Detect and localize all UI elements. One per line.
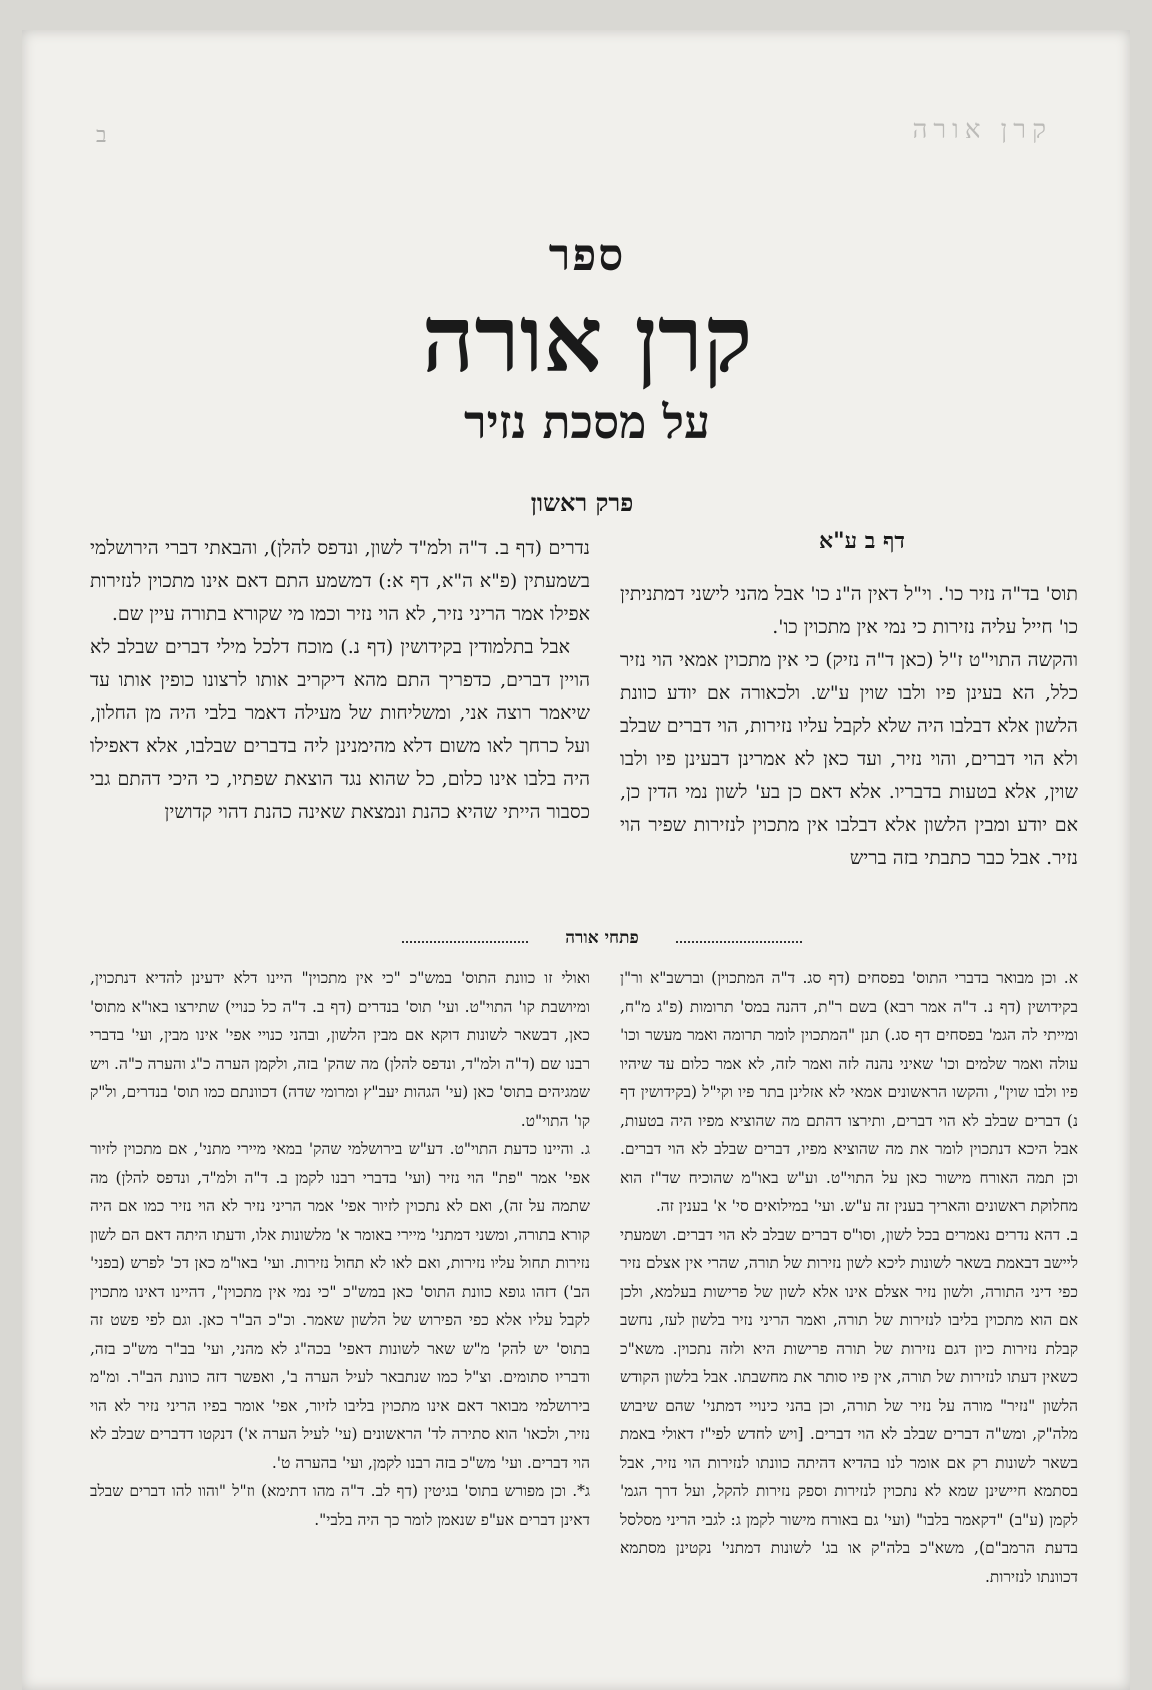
note-paragraph: ג*. וכן מפורש בתוס' בגיטין (דף לב. ד"ה מהו דתימא) וז"ל "והוו להו דברים שבלב דאינן דברים אע"פ שנאמן לומר כך היה בלבי". <box>90 1482 590 1529</box>
title-block <box>352 230 822 449</box>
divider-line-right <box>676 941 802 943</box>
chapter-heading: פרק ראשון <box>530 488 634 517</box>
main-right-paragraph: והקשה התוי"ט ז"ל (כאן ד"ה נזיק) כי אין מתכוין אמאי הוי נזיר כלל, הא בעינן פיו ולבו שוין ע"ש. ולכאורה אם יודע כוונת הלשון אלא דבלבו היה שלא לקבל עליו נזירות, הוי דברים שבלב ולא הוי דברים, והוי נזיר, ועד כאן לא אמרינן דבעינן פיו ולבו שוין, אלא בטעות בדבריו. אלא דאם כן בע' לשון נמי הדין כן, אם יודע ומבין הלשון אלא דבלבו אין מתכוין לנזירות שפיר הוי נזיר. אבל כבר כתבתי בזה בריש <box>620 649 1078 869</box>
title-sefer: ספר <box>548 230 626 281</box>
daf-heading: דף ב ע"א <box>819 528 905 554</box>
notes-section-title: פתחי אורה <box>532 928 672 948</box>
note-paragraph: ג. והיינו כדעת התוי"ט. דע"ש בירושלמי שהק' במאי מיירי מתני', אם מתכוין לזיור אפי' אמר "פת" הוי נזיר (ועי' בדברי רבנו לקמן ב. ד"ה ולמ"ד, ונדפס להלן) מה שתמה על זה), ואם לא נתכוין לזיור אפי' אמר הריני נזיר לא הוי נזיר כמו אם היה קורא בתורה, ומשני דמתני' מיירי באומר א' מלשונות אלו, ודעתו היתה דאם הם לשון נזירות תחול עליו נזירות, ואם לאו לא תחול נזירות. ועי' באו"מ כאן דכ' לפרש (בפני' הב') דזהו גופא כוונת התוס' כאן במש"כ "כי נמי אין מתכוין", דהיינו דאינו מתכוין לקבל עליו אלא כפי הפירוש של הלשון שאמר. וכ"כ הב"ר כאן. וגם לפי פשט זה בתוס' יש להק' מ"ש שאר לשונות דאפי' בכה"ג לא מהני, ועי' בב"ר מש"כ בזה, ודבריו סתומים. וצ"ל כמו שנתבאר לעיל הערה ב', ואפשר דזה כוונת הב"ר. ומ"מ בירושלמי מבואר דאם אינו מתכוין בליבו לזיור, אפי' אומר בפיו הריני נזיר לא הוי נזיר, ולכאו' הוא סתירה לד' הראשונים (עי' לעיל הערה א') דנקטו דדברים שבלב לא הוי דברים. ועי' מש"כ בזה רבנו לקמן, ועי' בהערה ט'. <box>90 1140 590 1472</box>
notes-left-column <box>90 964 590 1534</box>
book-title: קרן אורה <box>421 285 753 393</box>
running-header-bleed: קרן אורה <box>912 115 1052 145</box>
note-paragraph: א. וכן מבואר בדברי התוס' בפסחים (דף סג. ד"ה המתכוין) וברשב"א ור"ן בקידושין (דף נ. ד"ה אמר רבא) בשם ר"ת, דהנה במס' תרומות (פ"ג מ"ח, ומייתי לה הגמ' בפסחים דף סג.) תנן "המתכוין לומר תרומה ואמר מעשר וכו' עולה ואמר שלמים וכו' שאיני נהנה לזה ואמר לזה, לא אמר כלום עד שיהיו פיו ולבו שוין", והקשו הראשונים אמאי לא אזלינן בתר פיו וקי"ל (בקידושין דף נ) דברים שבלב לא הוי דברים, ותירצו דהתם מה שהוציא מפיו היה בטעות, אבל היכא דנתכוין לומר את מה שהוציא מפיו, דברים שבלב לא הוי דברים. וכן תמה האורח מישור כאן על התוי"ט. וע"ש באו"מ שהוכיח שד"ז הוא מחלוקת ראשונים והאריך בענין זה ע"ש. ועי' במילואים סי' א' בענין זה. <box>620 969 1078 1215</box>
main-right-paragraph: תוס' בד"ה נזיר כו'. וי"ל דאין ה"נ כו' אבל מהני לישני דמתניתין כו' חייל עליה נזירות כי נמי אין מתכוין כו'. <box>620 583 1078 638</box>
page-number-bleed: ב <box>96 123 107 148</box>
main-text-left-column <box>90 532 590 829</box>
note-paragraph: ב. דהא נדרים נאמרים בכל לשון, וסו"ס דברים שבלב לא הוי דברים. ושמעתי ליישב דבאמת בשאר לשונות ליכא לשון נזירות של תורה, שהרי אין אצלם נזיר כפי דיני התורה, ולשון נזיר אצלם אינו אלא לשון של פרישות בעלמא, ולכן אם הוא מתכוין בליבו לנזירות של תורה, ואמר הריני נזיר בלשון לעז, נחשב קבלת נזירות כיון דגם נזירות של תורה פרישות היא ולזה נתכוין. משא"כ כשאין דעתו לנזירות של תורה, אין פיו סותר את מחשבתו. אבל בלשון הקודש הלשון "נזיר" מורה על נזיר של תורה, וכן בהני כינויי דמתני' שהם שיבוש מלה"ק, ומש"ה דברים שבלב לא הוי דברים. [ויש לחדש לפי"ז דאולי באמת בשאר לשונות רק אם אומר לנו בהדיא דהיתה כוונתו לנזירות הוי נזיר, אבל בסתמא חיישינן שמא לא נתכוין לנזירות וספק נזירות להקל, ועל דרך הגמ' לקמן (ע"ב) "דקאמר בלבו" (ועי' גם באורח מישור לקמן ג: לגבי הריני מסלסל בדעת הרמב"ם), משא"כ בלה"ק או בג' לשונות דמתני' נקטינן מסתמא דכוונתו לנזירות. <box>620 1225 1078 1586</box>
main-left-paragraph: אבל בתלמודין בקידושין (דף נ.) מוכח דלכל מילי דברים שבלב לא הויין דברים, כדפריך התם מהא דיקריב אותו לרצונו כופין אותו עד שיאמר רוצה אני, ומשליחות של מעילה דאמר בלבי היה מן החלון, ועל כרחך לאו משום דלא מהימנינן ליה בדברים שבלבו, אלא דאפילו היה בלבו אינו כלום, כל שהוא נגד הוצאת שפתיו, כי היכי דהתם גבי כסבור הייתי שהיא כהנת ונמצאת שאינה כהנת דהוי קדושין <box>90 636 590 823</box>
notes-right-column <box>620 964 1078 1591</box>
main-left-paragraph: נדרים (דף ב. ד"ה ולמ"ד לשון, ונדפס להלן), והבאתי דברי הירושלמי בשמעתין (פ"א ה"א, דף א:) דמשמע התם דאם אינו מתכוין לנזירות אפילו אמר הריני נזיר, לא הוי נזיר וכמו מי שקורא בתורה עיין שם. <box>90 537 590 625</box>
note-paragraph: ואולי זו כוונת התוס' במש"כ "כי אין מתכוין" היינו דלא ידעינן להדיא דנתכוין, ומיושבת קו' התוי"ט. ועי' תוס' בנדרים (דף ב. ד"ה כל כנויי) שתירצו באו"א מתוס' כאן, דבשאר לשונות דוקא אם מבין הלשון, ובהני כנויי אפי' אינו מבין, ועי' בדברי רבנו שם (ד"ה ולמ"ד, ונדפס להלן) מה שהק' בזה, ולקמן הערה כ"ג והערה כ"ה. ויש שמגיהים בתוס' כאן (עי' הגהות יעב"ץ ומרומי שדה) דכוונתם כמו תוס' בנדרים, ול"ק קו' התוי"ט. <box>90 969 590 1130</box>
book-page <box>22 30 1130 1690</box>
notes-divider <box>402 928 802 954</box>
main-text-right-column <box>620 578 1078 875</box>
divider-line-left <box>402 941 528 943</box>
book-subtitle: על מסכת נזיר <box>464 395 710 449</box>
